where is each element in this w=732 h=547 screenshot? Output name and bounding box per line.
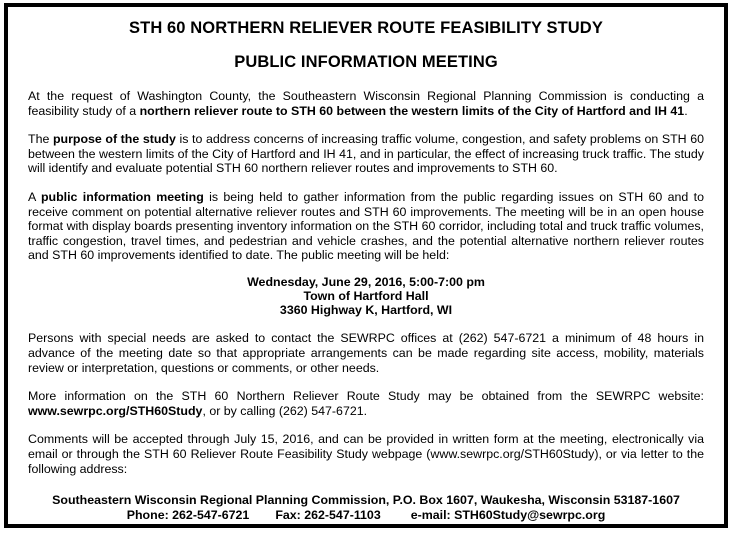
meeting-datetime: Wednesday, June 29, 2016, 5:00-7:00 pm bbox=[247, 274, 485, 289]
paragraph-comments: Comments will be accepted through July 15, 2016, and can be provided in written form at the meeting, electronically via email or through the STH 60 Reliever Route Feasibility Study webpage (www.sewrpc.org/STH60Study), or via letter to the following address: bbox=[28, 432, 704, 476]
paragraph-5-text-part-1: More information on the STH 60 Northern Reliever Route Study may be obtained from the SEWRPC website: bbox=[28, 389, 704, 404]
paragraph-1-bold-route: northern reliever route to STH 60 between the western limits of the City of Hartford and IH 41 bbox=[139, 103, 685, 118]
paragraph-special-needs: Persons with special needs are asked to contact the SEWRPC offices at (262) 547-6721 a minimum of 48 hours in advance of the meeting date so that appropriate arrangements can be made regarding site access, mobility, materials review or interpretation, questions or comments, or other needs. bbox=[28, 331, 704, 375]
meeting-details-block bbox=[28, 275, 704, 318]
footer-email: e-mail: STH60Study@sewrpc.org bbox=[410, 507, 606, 522]
paragraph-2-text-part-1: The bbox=[28, 132, 53, 147]
paragraph-study-announcement bbox=[28, 89, 704, 118]
paragraph-1-text-part-2: . bbox=[684, 103, 688, 118]
footer-contact-line bbox=[28, 508, 704, 523]
study-website-url: www.sewrpc.org/STH60Study bbox=[28, 403, 203, 418]
footer-contact-block bbox=[28, 493, 704, 522]
paragraph-2-bold-purpose: purpose of the study bbox=[52, 132, 176, 147]
paragraph-5-text-part-2: , or by calling (262) 547-6721. bbox=[202, 403, 368, 418]
notice-heading-block bbox=[28, 19, 704, 72]
paragraph-more-information bbox=[28, 389, 704, 418]
paragraph-3-bold-meeting: public information meeting bbox=[40, 189, 204, 204]
paragraph-study-purpose bbox=[28, 132, 704, 176]
paragraph-1-text-part-1: At the request of Washington County, the Southeastern Wisconsin Regional Planning Commission is conducting a feasibility study of a bbox=[28, 88, 704, 118]
footer-fax: Fax: 262-547-1103 bbox=[275, 507, 381, 522]
paragraph-3-text-part-1: A bbox=[28, 189, 41, 204]
paragraph-2-text-part-2: is to address concerns of increasing traffic volume, congestion, and safety problems on STH 60 between the western limits of the City of Hartford and IH 41, and in particular, the effect of increasing truck traffic. The study will identify and evaluate potential STH 60 northern reliever routes and improvements to STH 60. bbox=[28, 132, 704, 176]
meeting-address: 3360 Highway K, Hartford, WI bbox=[279, 303, 453, 318]
paragraph-3-text-part-2: is being held to gather information from the public regarding issues on STH 60 and to receive comment on potential alternative reliever routes and STH 60 improvements. The meeting will be in an open house format with display boards presenting inventory information on the STH 60 corridor, including total and truck traffic volumes, traffic congestion, travel times, and pedestrian and vehicle crashes, and the potential alternative northern reliever routes and STH 60 improvements identified to date. The public meeting will be held: bbox=[28, 189, 704, 263]
page-subtitle: PUBLIC INFORMATION MEETING bbox=[234, 52, 498, 71]
public-notice-frame bbox=[4, 3, 728, 528]
footer-organization-address: Southeastern Wisconsin Regional Planning Commission, P.O. Box 1607, Waukesha, Wisconsin 53187-1607 bbox=[52, 493, 680, 508]
page-title: STH 60 NORTHERN RELIEVER ROUTE FEASIBILITY STUDY bbox=[129, 19, 603, 37]
paragraph-meeting-description bbox=[28, 190, 704, 263]
meeting-venue: Town of Hartford Hall bbox=[303, 289, 429, 304]
footer-phone: Phone: 262-547-6721 bbox=[126, 507, 250, 522]
